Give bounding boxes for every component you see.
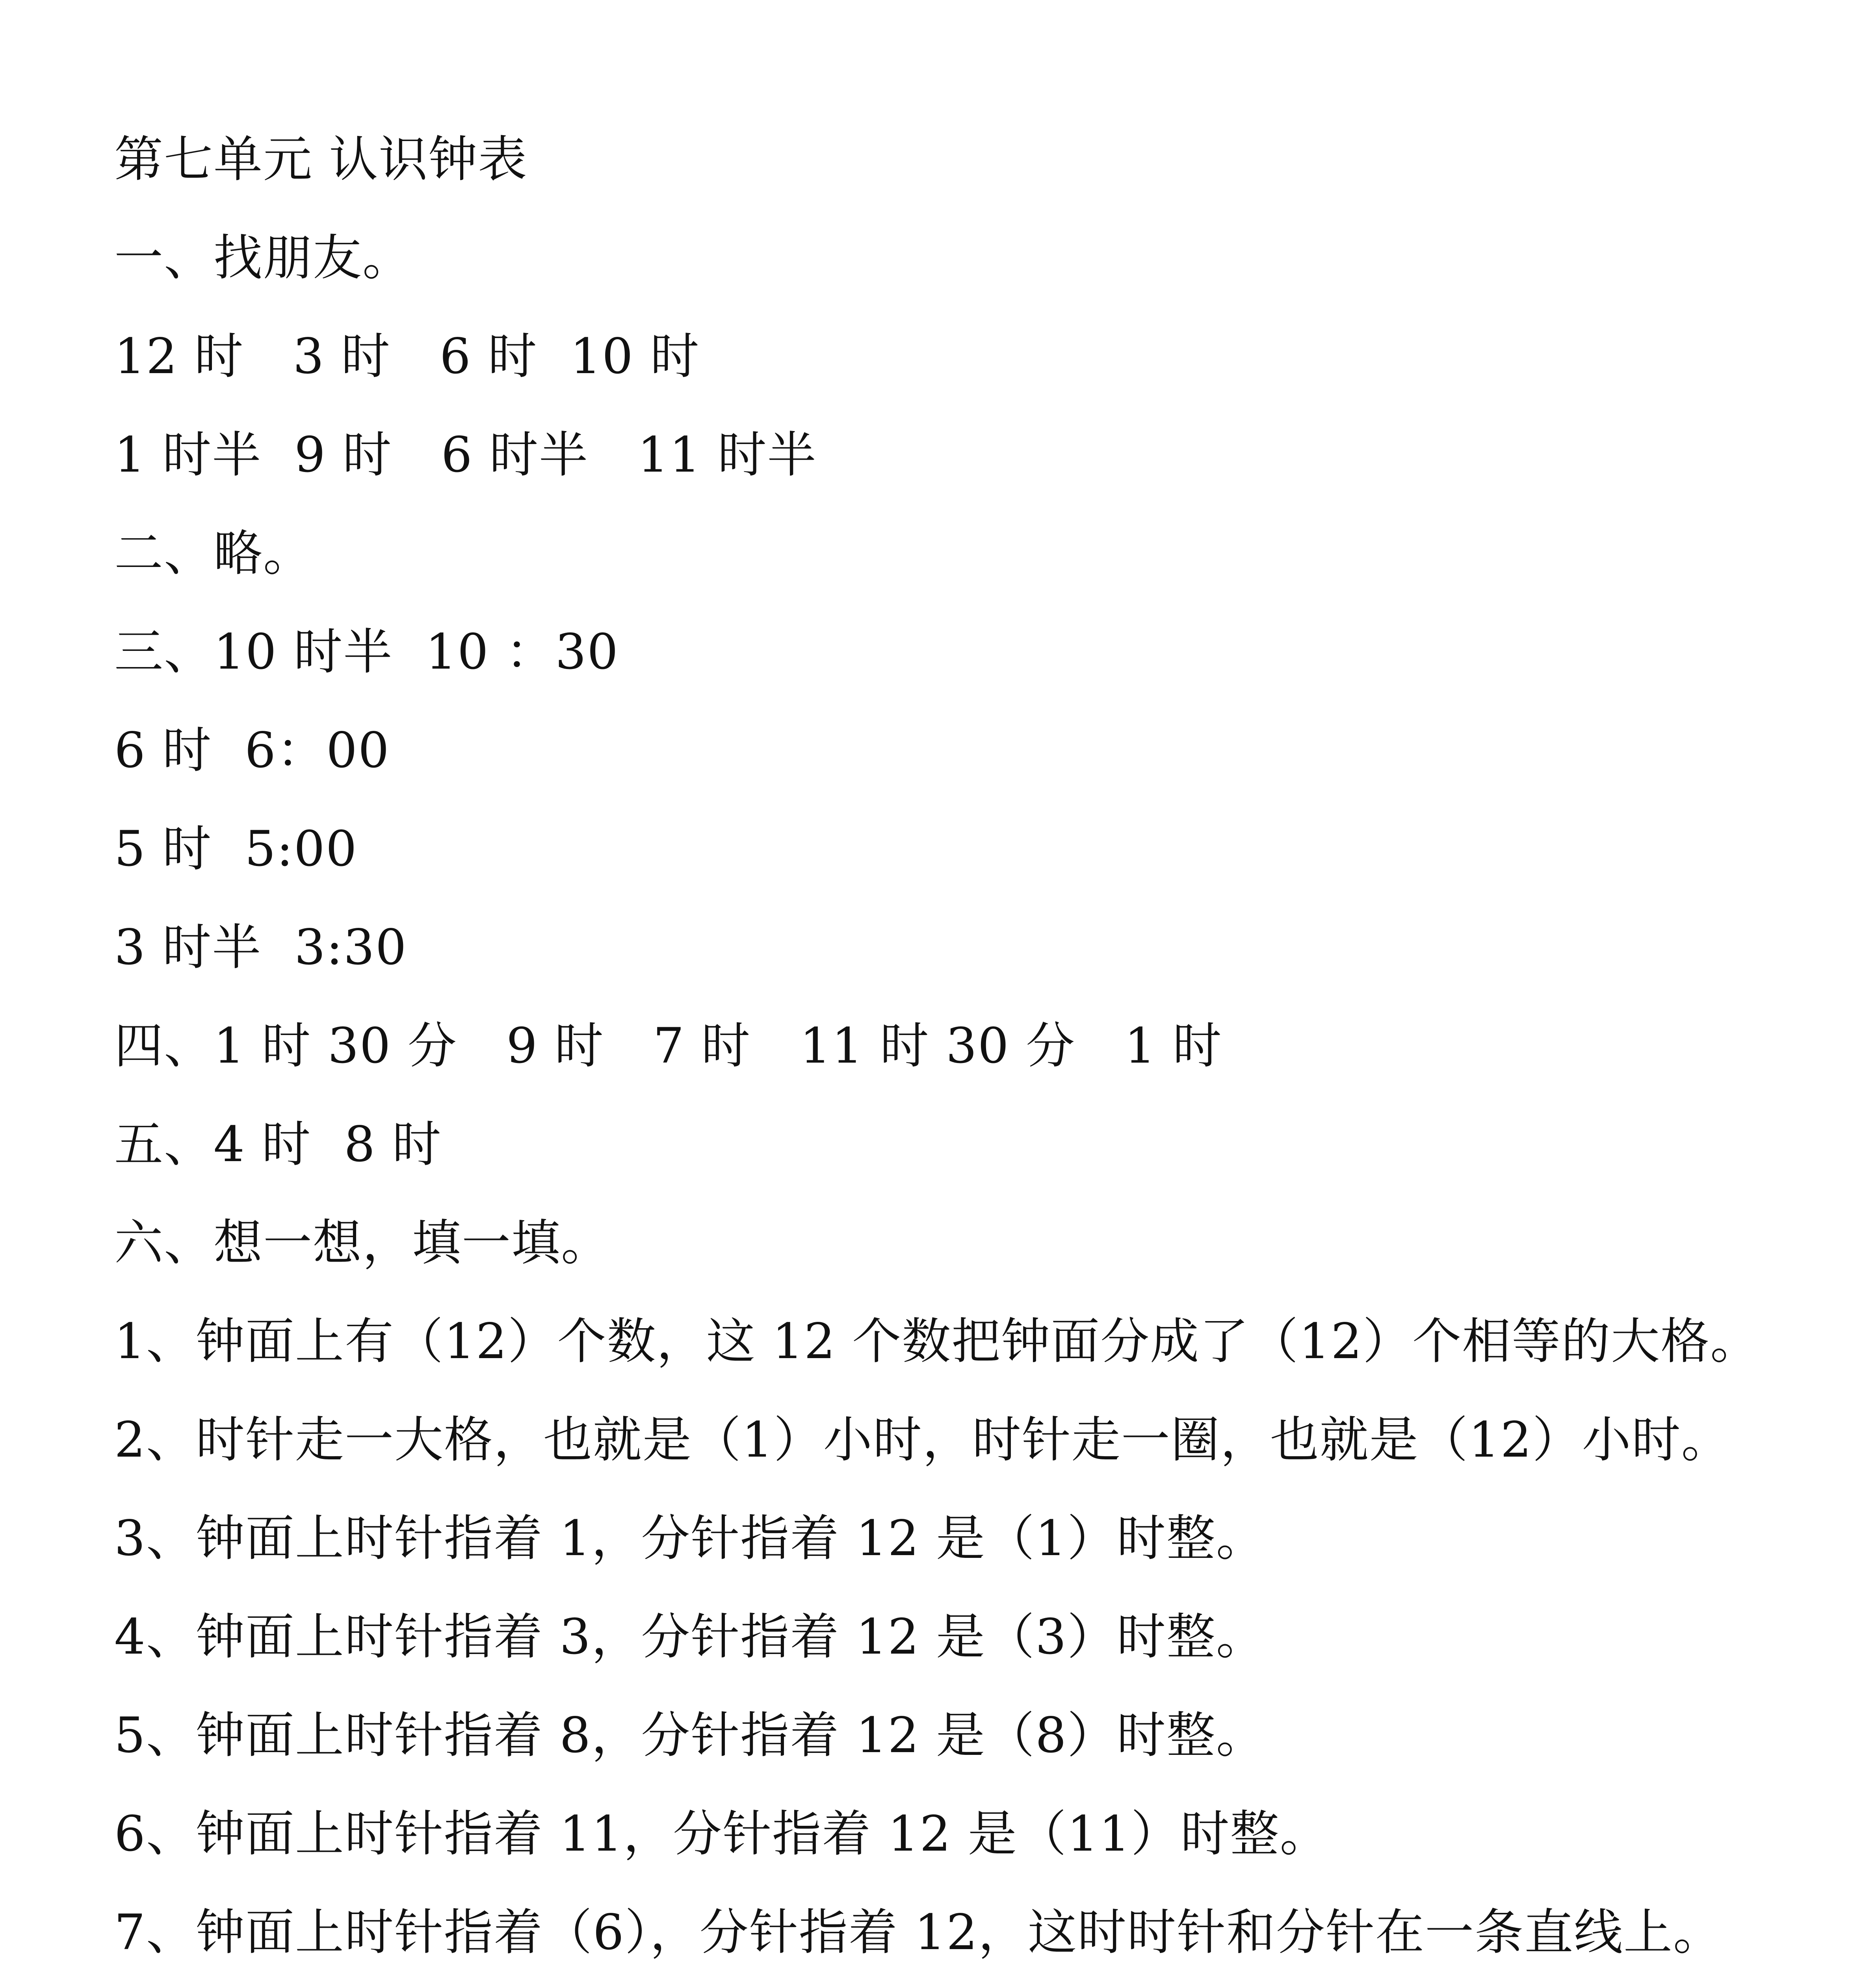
answer-line: 12 时 3 时 6 时 10 时: [114, 328, 700, 385]
answer-line: 3 时半 3:30: [114, 919, 407, 976]
section-3-heading: 三、10 时半 10 ：30: [114, 624, 619, 680]
section-2-heading: 二、略。: [114, 525, 313, 582]
question-line: 3、钟面上时针指着 1，分针指着 12 是（1）时整。: [114, 1510, 1266, 1567]
answer-line: 1 时半 9 时 6 时半 11 时半: [114, 427, 817, 483]
section-1-heading: 一、找朋友。: [114, 230, 412, 286]
answer-line: 6 时 6：00: [114, 722, 390, 779]
section-6-heading: 六、想一想，填一填。: [114, 1215, 611, 1271]
question-line: 4、钟面上时针指着 3，分针指着 12 是（3）时整。: [114, 1609, 1266, 1665]
answer-line: 5 时 5:00: [114, 821, 358, 877]
question-line: 5、钟面上时针指着 8，分针指着 12 是（8）时整。: [114, 1707, 1266, 1764]
section-5-heading: 五、4 时 8 时: [114, 1116, 442, 1173]
page-title: 第七单元 认识钟表: [114, 131, 528, 188]
question-line: 1、钟面上有（12）个数，这 12 个数把钟面分成了（12）个相等的大格。: [114, 1313, 1760, 1370]
question-line: 6、钟面上时针指着 11，分针指着 12 是（11）时整。: [114, 1806, 1330, 1862]
question-line: 2、时针走一大格，也就是（1）小时，时针走一圈，也就是（12）小时。: [114, 1412, 1731, 1468]
section-4-heading: 四、1 时 30 分 9 时 7 时 11 时 30 分 1 时: [114, 1018, 1222, 1074]
question-line: 7、钟面上时针指着（6），分针指着 12，这时时针和分针在一条直线上。: [114, 1904, 1723, 1961]
